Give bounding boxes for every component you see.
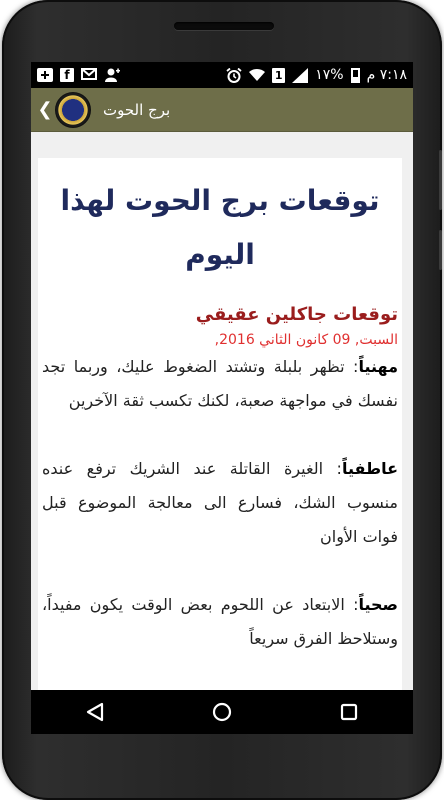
- article-heading: توقعات برج الحوت لهذا اليوم: [60, 184, 380, 271]
- person-add-icon: [104, 68, 120, 82]
- section-emotional: [42, 452, 398, 554]
- status-bar: [31, 62, 413, 88]
- section-professional: [42, 350, 398, 418]
- device-screen: [31, 62, 413, 690]
- section-text: : الغيرة القاتلة عند الشريك ترفع عنده منسوب الشك، فسارع الى معالجة الموضوع قبل فوات الأوان: [42, 459, 398, 546]
- navigation-bar: [31, 690, 413, 734]
- facebook-icon: f: [60, 68, 74, 82]
- battery-icon: [351, 68, 360, 83]
- article-author: توقعات جاكلين عقيقي: [195, 304, 398, 325]
- home-circle-icon[interactable]: [207, 697, 237, 727]
- battery-percent: ١٧%: [315, 67, 344, 83]
- app-bar: [31, 88, 413, 132]
- add-icon: [37, 68, 53, 82]
- signal-icon: [292, 68, 308, 83]
- content-scroll-area[interactable]: [31, 132, 413, 690]
- power-button: [439, 230, 442, 270]
- section-label: عاطفياً: [341, 459, 398, 478]
- chevron-icon[interactable]: ❮: [37, 99, 53, 120]
- volume-button: [439, 150, 442, 210]
- clock: ٧:١٨ م: [366, 67, 407, 83]
- recents-square-icon[interactable]: [334, 697, 364, 727]
- mail-icon: [81, 68, 97, 82]
- back-triangle-icon[interactable]: [80, 697, 110, 727]
- wifi-icon: [249, 68, 265, 82]
- article-date: السبت, 09 كانون الثاني 2016,: [214, 332, 398, 348]
- earpiece-speaker: [174, 22, 274, 30]
- section-label: مهنياً: [358, 357, 398, 376]
- section-health: [42, 588, 398, 656]
- app-logo-icon[interactable]: [55, 92, 91, 128]
- alarm-icon: [226, 68, 242, 82]
- article-card: [38, 158, 402, 690]
- section-text: : تظهر بلبلة وتشتد الضغوط عليك، وربما تجد نفسك في مواجهة صعبة، لكنك تكسب ثقة الآخرين: [42, 357, 398, 410]
- section-label: صحياً: [358, 595, 398, 614]
- sim-icon: 1: [272, 68, 285, 83]
- section-text: : الابتعاد عن اللحوم بعض الوقت يكون مفيداً، وستلاحظ الفرق سريعاً: [42, 595, 398, 648]
- app-title: برج الحوت: [103, 100, 171, 119]
